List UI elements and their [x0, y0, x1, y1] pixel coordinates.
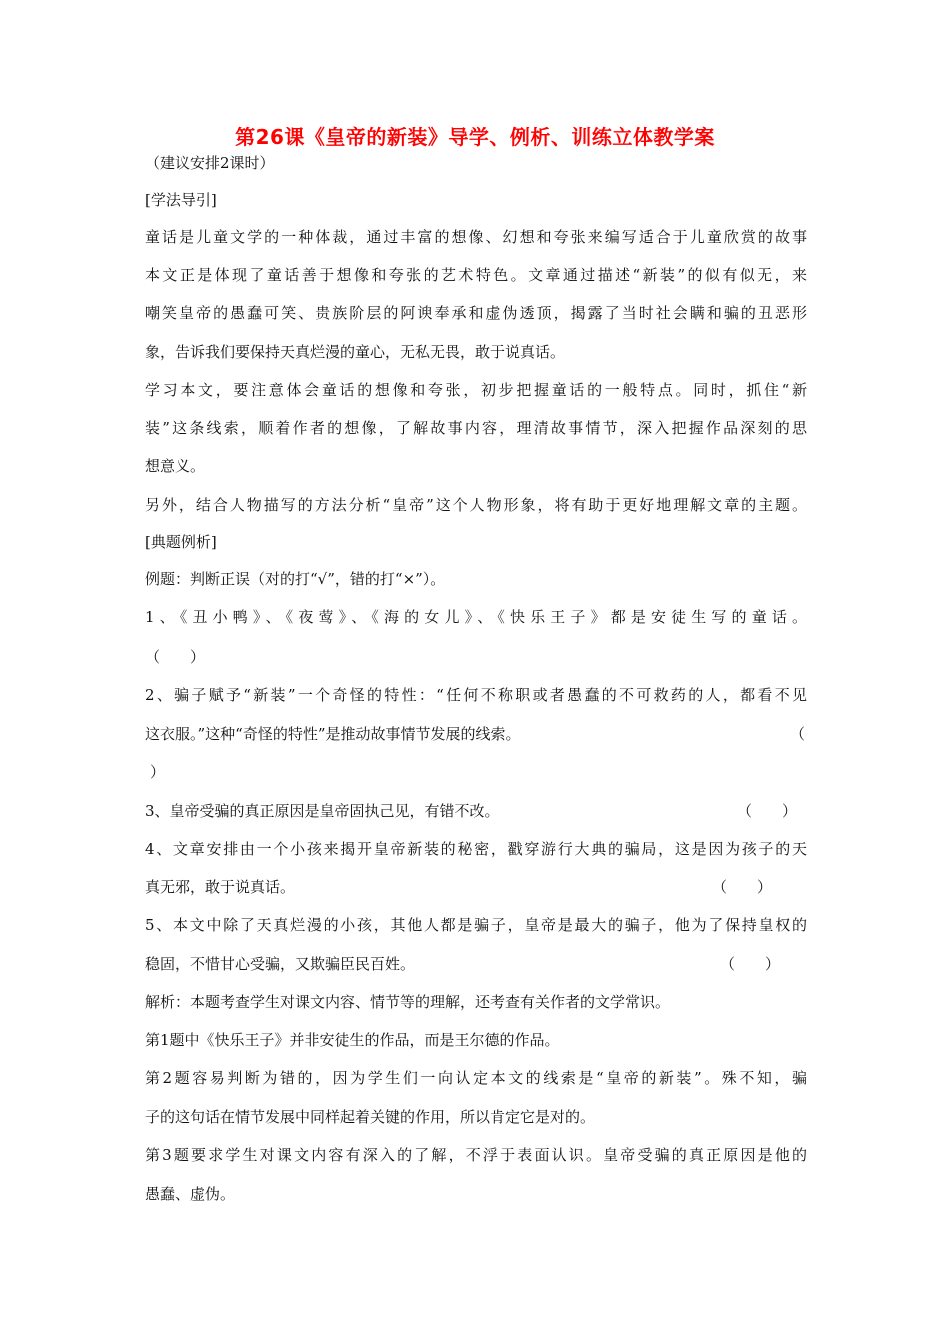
example-intro: 例题：判断正误（对的打“√”，错的打“×”）。: [145, 570, 446, 588]
paragraph-line: 想意义。: [145, 457, 206, 475]
question-3: 3、皇帝受骗的真正原因是皇帝固执己见，有错不改。: [145, 802, 500, 820]
section-heading-example: [典题例析]: [145, 533, 217, 551]
section-heading-guide: [学法导引]: [145, 191, 217, 209]
paragraph-line: 本文正是体现了童话善于想像和夸张的艺术特色。文章通过描述“新装”的似有似无，来: [145, 266, 807, 284]
question-2-line-2: 这衣服。”这种“奇怪的特性”是推动故事情节发展的线索。: [145, 725, 521, 743]
analysis-1: 第1题中《快乐王子》并非安徒生的作品，而是王尔德的作品。: [145, 1031, 560, 1049]
paragraph-line: 童话是儿童文学的一种体裁，通过丰富的想像、幻想和夸张来编写适合于儿童欣赏的故事: [145, 228, 807, 246]
paragraph-line: 嘲笑皇帝的愚蠢可笑、贵族阶层的阿谀奉承和虚伪透顶，揭露了当时社会瞒和骗的丑恶形: [145, 304, 807, 322]
question-2-line-1: 2、骗子赋予“新装”一个奇怪的特性：“任何不称职或者愚蠢的不可救药的人，都看不见: [145, 686, 807, 704]
paragraph-line: 象，告诉我们要保持天真烂漫的童心，无私无畏，敢于说真话。: [145, 343, 566, 361]
subtitle: （建议安排2课时）: [145, 154, 275, 172]
analysis-3-line-1: 第3题要求学生对课文内容有深入的了解，不浮于表面认识。皇帝受骗的真正原因是他的: [145, 1146, 807, 1164]
question-1: 1、《丑小鸭》、《夜莺》、《海的女儿》、《快乐王子》都是安徒生写的童话。: [145, 608, 807, 626]
paragraph-line: 装”这条线索，顺着作者的想像，了解故事内容，理清故事情节，深入把握作品深刻的思: [145, 419, 807, 437]
analysis-intro: 解析：本题考查学生对课文内容、情节等的理解，还考查有关作者的文学常识。: [145, 993, 671, 1011]
answer-blank-4: （ ）: [712, 878, 773, 896]
answer-blank-1: （ ）: [145, 648, 206, 666]
page-title: 第26课《皇帝的新装》导学、例析、训练立体教学案: [235, 125, 715, 149]
answer-blank-5: （ ）: [720, 955, 781, 973]
analysis-2-line-2: 子的这句话在情节发展中同样起着关键的作用，所以肯定它是对的。: [145, 1108, 596, 1126]
question-4-line-2: 真无邪，敢于说真话。: [145, 878, 296, 896]
question-5-line-1: 5、本文中除了天真烂漫的小孩，其他人都是骗子，皇帝是最大的骗子，他为了保持皇权的: [145, 916, 807, 934]
question-4-line-1: 4、文章安排由一个小孩来揭开皇帝新装的秘密，戳穿游行大典的骗局，这是因为孩子的天: [145, 840, 807, 858]
answer-blank-2-close: ）: [150, 763, 166, 781]
paragraph-line: 学习本文，要注意体会童话的想像和夸张，初步把握童话的一般特点。同时，抓住“新: [145, 381, 807, 399]
question-5-line-2: 稳固，不惜甘心受骗，又欺骗臣民百姓。: [145, 955, 416, 973]
answer-blank-3: （ ）: [737, 802, 798, 820]
paragraph-line: 另外，结合人物描写的方法分析“皇帝”这个人物形象，将有助于更好地理解文章的主题。: [145, 496, 807, 514]
answer-blank-2-open: （: [790, 725, 806, 743]
analysis-2-line-1: 第2题容易判断为错的，因为学生们一向认定本文的线索是“皇帝的新装”。殊不知，骗: [145, 1069, 807, 1087]
analysis-3-line-2: 愚蠢、虚伪。: [145, 1185, 236, 1203]
